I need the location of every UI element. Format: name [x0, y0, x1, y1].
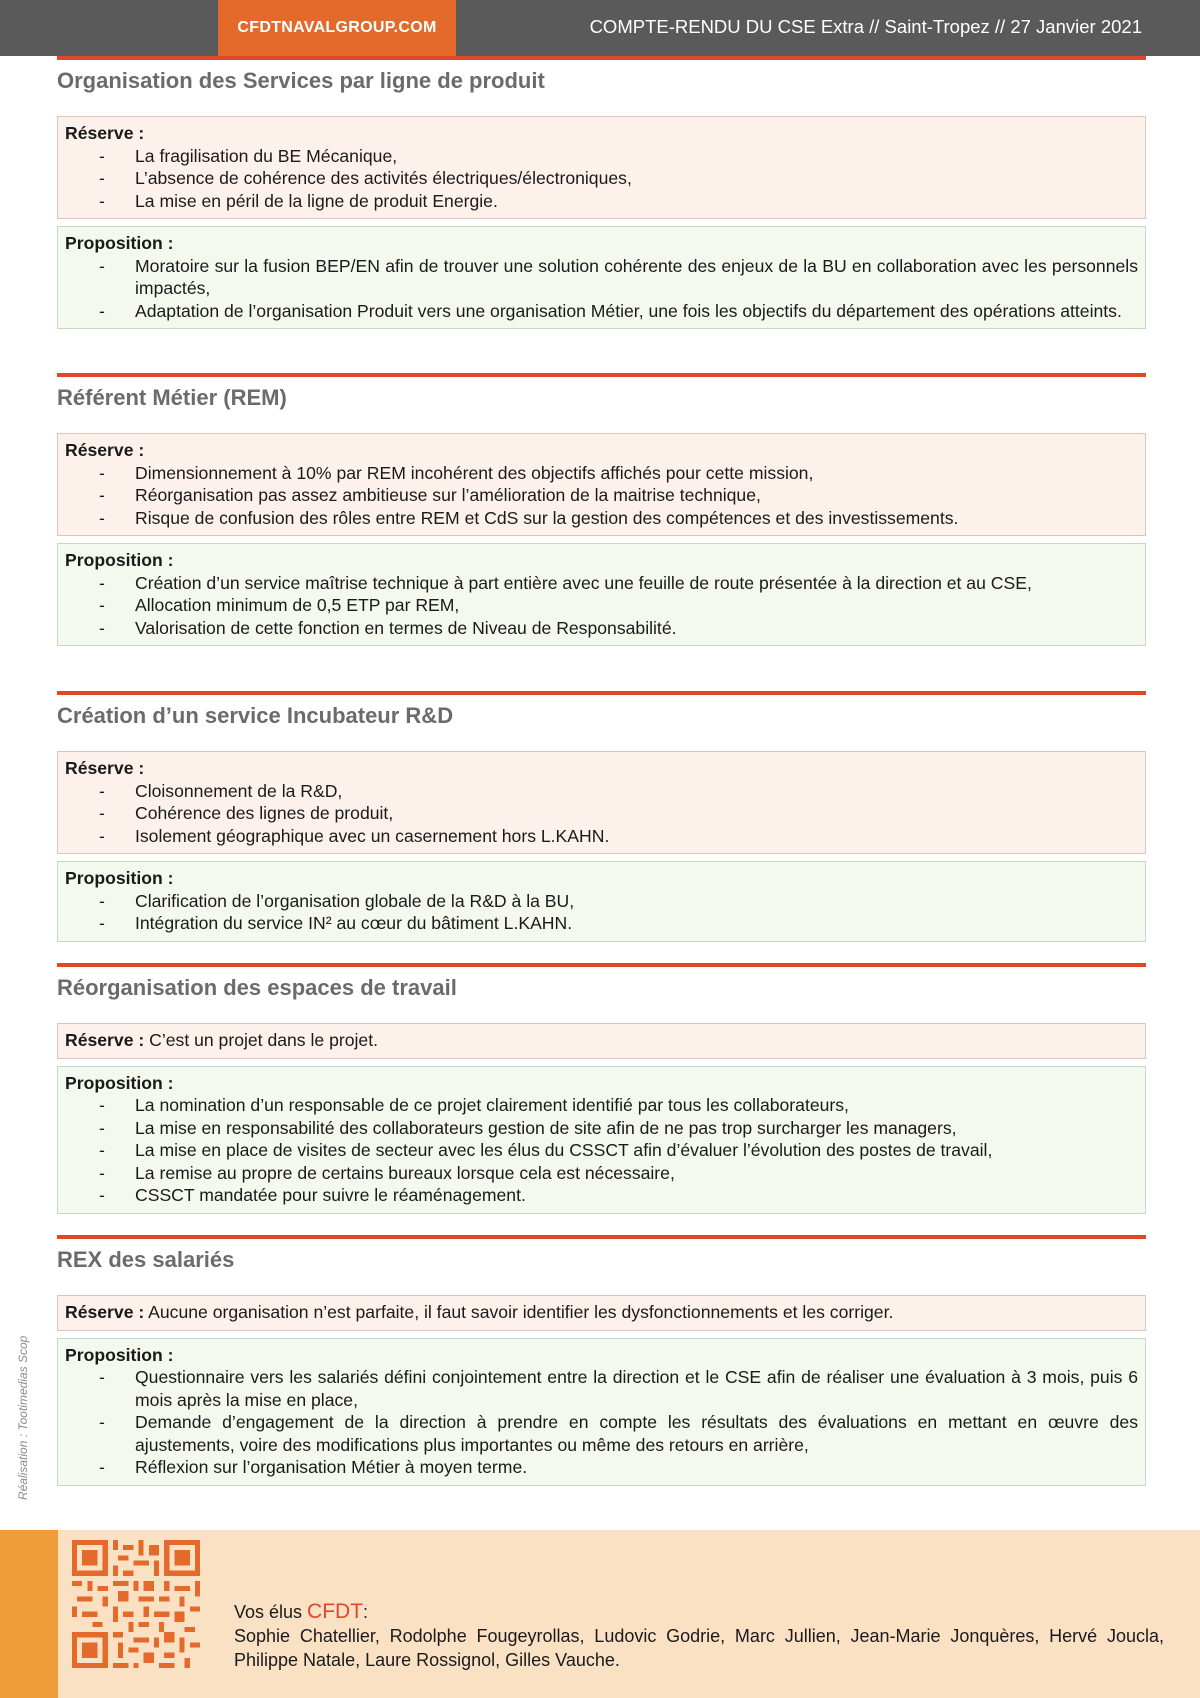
list-item: - Risque de confusion des rôles entre REM et CdS sur la gestion des compétences et des investissements.	[65, 507, 1138, 530]
proposal-box	[57, 226, 1146, 329]
proposal-label: Proposition :	[65, 1072, 174, 1093]
proposal-box	[57, 1066, 1146, 1214]
section-rex-salaries	[57, 1235, 1146, 1486]
proposal-box	[57, 543, 1146, 646]
section-referent-metier	[57, 373, 1146, 646]
section-organisation-services	[57, 56, 1146, 329]
document-title: COMPTE-RENDU DU CSE Extra // Saint-Tropez // 27 Janvier 2021	[589, 16, 1142, 37]
header-bar	[0, 0, 1200, 56]
proposal-box	[57, 1338, 1146, 1486]
list-item: - Questionnaire vers les salariés défini conjointement entre la direction et le CSE afin de réaliser une évaluation à 3 mois, puis 6 mois après la mise en place,	[65, 1366, 1138, 1411]
list-item: - La remise au propre de certains bureaux lorsque cela est nécessaire,	[65, 1162, 1138, 1185]
reserve-text: Aucune organisation n’est parfaite, il faut savoir identifier les dysfonctionnements et les corriger.	[148, 1302, 894, 1322]
section-title: Référent Métier (REM)	[57, 385, 287, 410]
section-divider	[57, 691, 1146, 695]
proposal-label: Proposition :	[65, 233, 174, 253]
section-title: Organisation des Services par ligne de produit	[57, 68, 545, 93]
cfdt-brand: CFDT	[307, 1600, 364, 1623]
side-credit: Réalisation : Tootimedias Scop	[16, 1335, 30, 1500]
reserve-label: Réserve :	[65, 1030, 145, 1050]
list-item: - La mise en péril de la ligne de produit Energie.	[65, 190, 1138, 213]
elus-names: Sophie Chatellier, Rodolphe Fougeyrollas, Ludovic Godrie, Marc Jullien, Jean-Marie Jonquères, Hervé Joucla, Philippe Natale, Laure Rossignol, Gilles Vauche.	[234, 1626, 1164, 1670]
section-title: Réorganisation des espaces de travail	[57, 975, 457, 1000]
elus-heading	[234, 1600, 1164, 1624]
reserve-box	[57, 1023, 1146, 1059]
reserve-label: Réserve :	[65, 440, 145, 460]
section-divider	[57, 373, 1146, 377]
list-item: - Création d’un service maîtrise technique à part entière avec une feuille de route présentée à la direction et au CSE,	[65, 572, 1138, 595]
section-divider	[57, 963, 1146, 967]
list-item: - Moratoire sur la fusion BEP/EN afin de trouver une solution cohérente des enjeux de la BU en collaboration avec les personnels impactés,	[65, 255, 1138, 300]
section-divider	[57, 1235, 1146, 1239]
section-title: Création d’un service Incubateur R&D	[57, 703, 454, 728]
elus-prefix: Vos élus	[234, 1602, 308, 1622]
section-espaces-travail	[57, 963, 1146, 1214]
reserve-label: Réserve :	[65, 123, 145, 143]
list-item: - La fragilisation du BE Mécanique,	[65, 145, 1138, 168]
elus-suffix: :	[363, 1602, 369, 1622]
reserve-text: C’est un projet dans le projet.	[149, 1030, 378, 1050]
qr-code-icon[interactable]	[72, 1540, 200, 1668]
list-item: - La nomination d’un responsable de ce projet clairement identifié par tous les collaborateurs,	[65, 1094, 1138, 1117]
list-item: - Allocation minimum de 0,5 ETP par REM,	[65, 594, 1138, 617]
list-item: - La mise en responsabilité des collaborateurs gestion de site afin de ne pas trop surcharger les managers,	[65, 1117, 1138, 1140]
list-item: - Réorganisation pas assez ambitieuse sur l’amélioration de la maitrise technique,	[65, 484, 1138, 507]
proposal-label: Proposition :	[65, 1344, 174, 1365]
reserve-box	[57, 433, 1146, 536]
reserve-box	[57, 116, 1146, 219]
list-item: - Intégration du service IN² au cœur du bâtiment L.KAHN.	[65, 912, 1138, 935]
reserve-box	[57, 751, 1146, 854]
reserve-label: Réserve :	[65, 1302, 145, 1322]
list-item: - Cloisonnement de la R&D,	[65, 780, 1138, 803]
proposal-label: Proposition :	[65, 868, 174, 888]
list-item: - Cohérence des lignes de produit,	[65, 802, 1138, 825]
list-item: - Dimensionnement à 10% par REM incohérent des objectifs affichés pour cette mission,	[65, 462, 1138, 485]
list-item: - Valorisation de cette fonction en termes de Niveau de Responsabilité.	[65, 617, 1138, 640]
list-item: - Isolement géographique avec un casernement hors L.KAHN.	[65, 825, 1138, 848]
list-item: - Clarification de l’organisation globale de la R&D à la BU,	[65, 890, 1138, 913]
elected-members	[234, 1600, 1164, 1672]
list-item: - Demande d’engagement de la direction à prendre en compte les résultats des évaluations en mettant en œuvre des ajustements, voire des modifications plus importantes ou même des retours en arrière,	[65, 1411, 1138, 1456]
section-incubateur-rd	[57, 691, 1146, 942]
list-item: - Réflexion sur l’organisation Métier à moyen terme.	[65, 1456, 1138, 1479]
reserve-label: Réserve :	[65, 758, 145, 778]
list-item: - L’absence de cohérence des activités électriques/électroniques,	[65, 167, 1138, 190]
list-item: - La mise en place de visites de secteur avec les élus du CSSCT afin d’évaluer l’évolution des postes de travail,	[65, 1139, 1138, 1162]
section-divider	[57, 56, 1146, 60]
list-item: - Adaptation de l’organisation Produit vers une organisation Métier, une fois les objectifs du département des opérations atteints.	[65, 300, 1138, 323]
list-item: - CSSCT mandatée pour suivre le réaménagement.	[65, 1184, 1138, 1207]
proposal-label: Proposition :	[65, 550, 174, 570]
brand-link[interactable]: CFDTNAVALGROUP.COM	[218, 0, 456, 56]
section-title: REX des salariés	[57, 1247, 235, 1272]
reserve-box	[57, 1295, 1146, 1331]
proposal-box	[57, 861, 1146, 942]
